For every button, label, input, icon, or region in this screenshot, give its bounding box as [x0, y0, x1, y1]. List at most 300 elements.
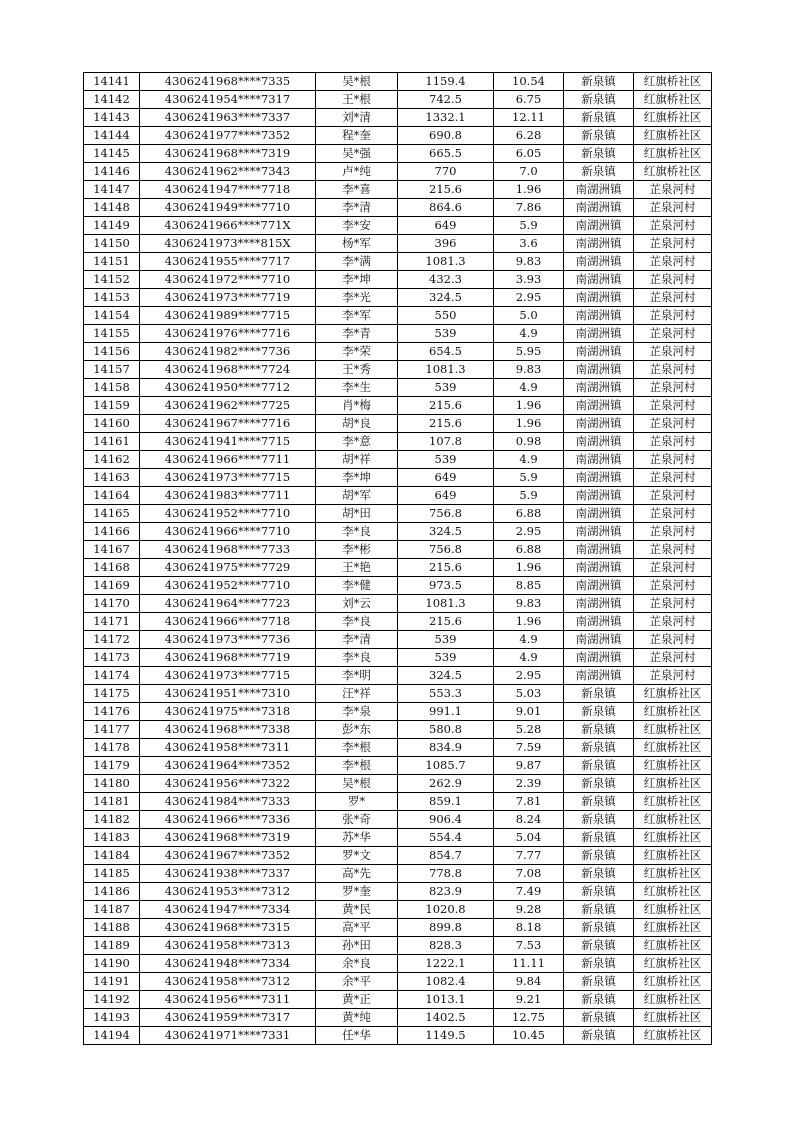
town-cell: 新泉镇: [564, 703, 634, 721]
town-cell: 南湖洲镇: [564, 649, 634, 667]
village-cell: 红旗桥社区: [634, 757, 712, 775]
table-row: [84, 973, 712, 991]
town-cell: 南湖洲镇: [564, 397, 634, 415]
area-cell: 7.77: [494, 847, 564, 865]
amount-cell: 539: [398, 649, 494, 667]
table-row: [84, 559, 712, 577]
serial-cell: 14194: [84, 1027, 140, 1045]
id-number-cell: 4306241947****7718: [140, 181, 316, 199]
area-cell: 4.9: [494, 451, 564, 469]
area-cell: 6.28: [494, 127, 564, 145]
serial-cell: 14193: [84, 1009, 140, 1027]
id-number-cell: 4306241968****7335: [140, 73, 316, 91]
amount-cell: 991.1: [398, 703, 494, 721]
town-cell: 新泉镇: [564, 145, 634, 163]
table-row: [84, 505, 712, 523]
area-cell: 8.24: [494, 811, 564, 829]
id-number-cell: 4306241948****7334: [140, 955, 316, 973]
town-cell: 新泉镇: [564, 739, 634, 757]
town-cell: 新泉镇: [564, 829, 634, 847]
town-cell: 南湖洲镇: [564, 505, 634, 523]
area-cell: 8.18: [494, 919, 564, 937]
name-cell: 罗*奎: [316, 883, 398, 901]
id-number-cell: 4306241954****7317: [140, 91, 316, 109]
name-cell: 高*平: [316, 919, 398, 937]
serial-cell: 14153: [84, 289, 140, 307]
table-row: [84, 937, 712, 955]
town-cell: 新泉镇: [564, 721, 634, 739]
amount-cell: 742.5: [398, 91, 494, 109]
name-cell: 彭*东: [316, 721, 398, 739]
area-cell: 10.54: [494, 73, 564, 91]
serial-cell: 14157: [84, 361, 140, 379]
town-cell: 南湖洲镇: [564, 451, 634, 469]
table-body: [84, 73, 712, 1045]
id-number-cell: 4306241956****7311: [140, 991, 316, 1009]
area-cell: 5.9: [494, 217, 564, 235]
id-number-cell: 4306241967****7716: [140, 415, 316, 433]
id-number-cell: 4306241968****7319: [140, 829, 316, 847]
name-cell: 胡*祥: [316, 451, 398, 469]
table-row: [84, 523, 712, 541]
name-cell: 刘*云: [316, 595, 398, 613]
table-row: [84, 199, 712, 217]
serial-cell: 14189: [84, 937, 140, 955]
table-row: [84, 91, 712, 109]
amount-cell: 864.6: [398, 199, 494, 217]
table-row: [84, 361, 712, 379]
id-number-cell: 4306241977****7352: [140, 127, 316, 145]
amount-cell: 324.5: [398, 289, 494, 307]
id-number-cell: 4306241963****7337: [140, 109, 316, 127]
name-cell: 黄*纯: [316, 1009, 398, 1027]
name-cell: 卢*纯: [316, 163, 398, 181]
id-number-cell: 4306241968****7724: [140, 361, 316, 379]
serial-cell: 14141: [84, 73, 140, 91]
serial-cell: 14191: [84, 973, 140, 991]
amount-cell: 1402.5: [398, 1009, 494, 1027]
area-cell: 8.85: [494, 577, 564, 595]
name-cell: 罗*文: [316, 847, 398, 865]
id-number-cell: 4306241989****7715: [140, 307, 316, 325]
serial-cell: 14150: [84, 235, 140, 253]
amount-cell: 1222.1: [398, 955, 494, 973]
amount-cell: 854.7: [398, 847, 494, 865]
area-cell: 1.96: [494, 559, 564, 577]
serial-cell: 14184: [84, 847, 140, 865]
amount-cell: 1013.1: [398, 991, 494, 1009]
area-cell: 1.96: [494, 613, 564, 631]
id-number-cell: 4306241968****7319: [140, 145, 316, 163]
town-cell: 南湖洲镇: [564, 235, 634, 253]
town-cell: 南湖洲镇: [564, 595, 634, 613]
village-cell: 红旗桥社区: [634, 1027, 712, 1045]
town-cell: 新泉镇: [564, 991, 634, 1009]
id-number-cell: 4306241968****7719: [140, 649, 316, 667]
table-row: [84, 73, 712, 91]
area-cell: 5.95: [494, 343, 564, 361]
area-cell: 5.0: [494, 307, 564, 325]
amount-cell: 649: [398, 217, 494, 235]
serial-cell: 14143: [84, 109, 140, 127]
area-cell: 4.9: [494, 379, 564, 397]
town-cell: 新泉镇: [564, 955, 634, 973]
table-row: [84, 289, 712, 307]
town-cell: 南湖洲镇: [564, 631, 634, 649]
table-row: [84, 721, 712, 739]
name-cell: 黄*正: [316, 991, 398, 1009]
id-number-cell: 4306241958****7311: [140, 739, 316, 757]
id-number-cell: 4306241966****7711: [140, 451, 316, 469]
name-cell: 李*良: [316, 649, 398, 667]
area-cell: 3.93: [494, 271, 564, 289]
id-number-cell: 4306241972****7710: [140, 271, 316, 289]
id-number-cell: 4306241976****7716: [140, 325, 316, 343]
table-row: [84, 343, 712, 361]
serial-cell: 14180: [84, 775, 140, 793]
serial-cell: 14151: [84, 253, 140, 271]
village-cell: 红旗桥社区: [634, 883, 712, 901]
serial-cell: 14165: [84, 505, 140, 523]
village-cell: 红旗桥社区: [634, 811, 712, 829]
area-cell: 12.75: [494, 1009, 564, 1027]
town-cell: 新泉镇: [564, 163, 634, 181]
id-number-cell: 4306241971****7331: [140, 1027, 316, 1045]
area-cell: 5.9: [494, 469, 564, 487]
village-cell: 红旗桥社区: [634, 685, 712, 703]
serial-cell: 14185: [84, 865, 140, 883]
village-cell: 芷泉河村: [634, 613, 712, 631]
town-cell: 新泉镇: [564, 127, 634, 145]
serial-cell: 14152: [84, 271, 140, 289]
id-number-cell: 4306241968****7733: [140, 541, 316, 559]
table-row: [84, 685, 712, 703]
table-row: [84, 127, 712, 145]
serial-cell: 14147: [84, 181, 140, 199]
id-number-cell: 4306241973****7715: [140, 667, 316, 685]
village-cell: 芷泉河村: [634, 631, 712, 649]
area-cell: 6.05: [494, 145, 564, 163]
serial-cell: 14163: [84, 469, 140, 487]
area-cell: 4.9: [494, 631, 564, 649]
id-number-cell: 4306241973****7715: [140, 469, 316, 487]
town-cell: 新泉镇: [564, 811, 634, 829]
town-cell: 南湖洲镇: [564, 487, 634, 505]
amount-cell: 324.5: [398, 667, 494, 685]
serial-cell: 14156: [84, 343, 140, 361]
table-row: [84, 217, 712, 235]
serial-cell: 14148: [84, 199, 140, 217]
town-cell: 南湖洲镇: [564, 307, 634, 325]
area-cell: 6.75: [494, 91, 564, 109]
table-row: [84, 487, 712, 505]
town-cell: 南湖洲镇: [564, 253, 634, 271]
amount-cell: 1085.7: [398, 757, 494, 775]
town-cell: 南湖洲镇: [564, 523, 634, 541]
town-cell: 新泉镇: [564, 883, 634, 901]
village-cell: 芷泉河村: [634, 649, 712, 667]
amount-cell: 690.8: [398, 127, 494, 145]
village-cell: 红旗桥社区: [634, 739, 712, 757]
village-cell: 红旗桥社区: [634, 919, 712, 937]
town-cell: 新泉镇: [564, 973, 634, 991]
town-cell: 南湖洲镇: [564, 559, 634, 577]
area-cell: 4.9: [494, 325, 564, 343]
name-cell: 李*荣: [316, 343, 398, 361]
name-cell: 杨*军: [316, 235, 398, 253]
area-cell: 5.28: [494, 721, 564, 739]
area-cell: 7.53: [494, 937, 564, 955]
name-cell: 李*意: [316, 433, 398, 451]
area-cell: 9.21: [494, 991, 564, 1009]
amount-cell: 1081.3: [398, 595, 494, 613]
serial-cell: 14170: [84, 595, 140, 613]
area-cell: 2.95: [494, 289, 564, 307]
village-cell: 红旗桥社区: [634, 109, 712, 127]
town-cell: 新泉镇: [564, 757, 634, 775]
name-cell: 吴*强: [316, 145, 398, 163]
serial-cell: 14145: [84, 145, 140, 163]
village-cell: 芷泉河村: [634, 217, 712, 235]
serial-cell: 14173: [84, 649, 140, 667]
town-cell: 新泉镇: [564, 109, 634, 127]
name-cell: 李*坤: [316, 271, 398, 289]
serial-cell: 14190: [84, 955, 140, 973]
serial-cell: 14149: [84, 217, 140, 235]
serial-cell: 14154: [84, 307, 140, 325]
village-cell: 红旗桥社区: [634, 73, 712, 91]
village-cell: 芷泉河村: [634, 667, 712, 685]
name-cell: 李*良: [316, 613, 398, 631]
area-cell: 2.95: [494, 667, 564, 685]
name-cell: 李*泉: [316, 703, 398, 721]
amount-cell: 215.6: [398, 613, 494, 631]
town-cell: 南湖洲镇: [564, 343, 634, 361]
amount-cell: 553.3: [398, 685, 494, 703]
area-cell: 7.0: [494, 163, 564, 181]
area-cell: 7.08: [494, 865, 564, 883]
village-cell: 红旗桥社区: [634, 1009, 712, 1027]
id-number-cell: 4306241973****7719: [140, 289, 316, 307]
table-row: [84, 235, 712, 253]
village-cell: 红旗桥社区: [634, 955, 712, 973]
id-number-cell: 4306241975****7729: [140, 559, 316, 577]
name-cell: 刘*清: [316, 109, 398, 127]
serial-cell: 14169: [84, 577, 140, 595]
village-cell: 红旗桥社区: [634, 901, 712, 919]
town-cell: 南湖洲镇: [564, 577, 634, 595]
table-row: [84, 847, 712, 865]
amount-cell: 1020.8: [398, 901, 494, 919]
name-cell: 黄*民: [316, 901, 398, 919]
town-cell: 南湖洲镇: [564, 361, 634, 379]
area-cell: 5.04: [494, 829, 564, 847]
area-cell: 7.59: [494, 739, 564, 757]
id-number-cell: 4306241955****7717: [140, 253, 316, 271]
table-row: [84, 1027, 712, 1045]
serial-cell: 14176: [84, 703, 140, 721]
id-number-cell: 4306241973****815X: [140, 235, 316, 253]
area-cell: 1.96: [494, 181, 564, 199]
table-row: [84, 469, 712, 487]
amount-cell: 823.9: [398, 883, 494, 901]
id-number-cell: 4306241964****7352: [140, 757, 316, 775]
area-cell: 2.95: [494, 523, 564, 541]
village-cell: 红旗桥社区: [634, 793, 712, 811]
name-cell: 李*清: [316, 199, 398, 217]
amount-cell: 215.6: [398, 397, 494, 415]
amount-cell: 649: [398, 487, 494, 505]
id-number-cell: 4306241975****7318: [140, 703, 316, 721]
name-cell: 李*军: [316, 307, 398, 325]
table-row: [84, 181, 712, 199]
amount-cell: 324.5: [398, 523, 494, 541]
serial-cell: 14181: [84, 793, 140, 811]
name-cell: 李*坤: [316, 469, 398, 487]
amount-cell: 539: [398, 379, 494, 397]
serial-cell: 14166: [84, 523, 140, 541]
serial-cell: 14188: [84, 919, 140, 937]
town-cell: 新泉镇: [564, 1027, 634, 1045]
table-row: [84, 1009, 712, 1027]
table-row: [84, 649, 712, 667]
amount-cell: 215.6: [398, 181, 494, 199]
amount-cell: 1082.4: [398, 973, 494, 991]
area-cell: 9.83: [494, 361, 564, 379]
village-cell: 芷泉河村: [634, 433, 712, 451]
village-cell: 芷泉河村: [634, 595, 712, 613]
table-row: [84, 865, 712, 883]
table-row: [84, 109, 712, 127]
table-row: [84, 955, 712, 973]
id-number-cell: 4306241947****7334: [140, 901, 316, 919]
town-cell: 新泉镇: [564, 793, 634, 811]
serial-cell: 14177: [84, 721, 140, 739]
table-row: [84, 163, 712, 181]
table-row: [84, 793, 712, 811]
village-cell: 芷泉河村: [634, 469, 712, 487]
amount-cell: 215.6: [398, 415, 494, 433]
area-cell: 4.9: [494, 649, 564, 667]
area-cell: 6.88: [494, 505, 564, 523]
name-cell: 李*根: [316, 739, 398, 757]
amount-cell: 262.9: [398, 775, 494, 793]
village-cell: 芷泉河村: [634, 577, 712, 595]
village-cell: 芷泉河村: [634, 361, 712, 379]
table-row: [84, 775, 712, 793]
amount-cell: 1081.3: [398, 361, 494, 379]
amount-cell: 550: [398, 307, 494, 325]
id-number-cell: 4306241962****7725: [140, 397, 316, 415]
table-row: [84, 631, 712, 649]
id-number-cell: 4306241959****7317: [140, 1009, 316, 1027]
village-cell: 红旗桥社区: [634, 145, 712, 163]
village-cell: 芷泉河村: [634, 235, 712, 253]
name-cell: 李*清: [316, 631, 398, 649]
name-cell: 李*光: [316, 289, 398, 307]
name-cell: 李*根: [316, 757, 398, 775]
name-cell: 王*根: [316, 91, 398, 109]
village-cell: 红旗桥社区: [634, 775, 712, 793]
amount-cell: 554.4: [398, 829, 494, 847]
town-cell: 南湖洲镇: [564, 415, 634, 433]
id-number-cell: 4306241967****7352: [140, 847, 316, 865]
town-cell: 新泉镇: [564, 685, 634, 703]
area-cell: 7.86: [494, 199, 564, 217]
village-cell: 芷泉河村: [634, 505, 712, 523]
town-cell: 新泉镇: [564, 73, 634, 91]
id-number-cell: 4306241958****7313: [140, 937, 316, 955]
amount-cell: 649: [398, 469, 494, 487]
area-cell: 9.83: [494, 253, 564, 271]
name-cell: 汪*祥: [316, 685, 398, 703]
data-table: [83, 72, 712, 1045]
name-cell: 吴*根: [316, 775, 398, 793]
serial-cell: 14168: [84, 559, 140, 577]
name-cell: 李*喜: [316, 181, 398, 199]
id-number-cell: 4306241968****7338: [140, 721, 316, 739]
town-cell: 新泉镇: [564, 901, 634, 919]
amount-cell: 899.8: [398, 919, 494, 937]
amount-cell: 973.5: [398, 577, 494, 595]
table-row: [84, 883, 712, 901]
amount-cell: 828.3: [398, 937, 494, 955]
table-row: [84, 919, 712, 937]
amount-cell: 770: [398, 163, 494, 181]
name-cell: 胡*军: [316, 487, 398, 505]
id-number-cell: 4306241966****771X: [140, 217, 316, 235]
name-cell: 王*艳: [316, 559, 398, 577]
village-cell: 芷泉河村: [634, 199, 712, 217]
table-row: [84, 325, 712, 343]
name-cell: 余*良: [316, 955, 398, 973]
table-row: [84, 307, 712, 325]
amount-cell: 432.3: [398, 271, 494, 289]
town-cell: 新泉镇: [564, 919, 634, 937]
town-cell: 南湖洲镇: [564, 541, 634, 559]
area-cell: 3.6: [494, 235, 564, 253]
village-cell: 芷泉河村: [634, 325, 712, 343]
area-cell: 5.03: [494, 685, 564, 703]
village-cell: 红旗桥社区: [634, 991, 712, 1009]
id-number-cell: 4306241952****7710: [140, 505, 316, 523]
id-number-cell: 4306241938****7337: [140, 865, 316, 883]
village-cell: 芷泉河村: [634, 181, 712, 199]
village-cell: 芷泉河村: [634, 271, 712, 289]
id-number-cell: 4306241962****7343: [140, 163, 316, 181]
amount-cell: 539: [398, 451, 494, 469]
serial-cell: 14178: [84, 739, 140, 757]
serial-cell: 14155: [84, 325, 140, 343]
name-cell: 李*明: [316, 667, 398, 685]
name-cell: 王*秀: [316, 361, 398, 379]
id-number-cell: 4306241964****7723: [140, 595, 316, 613]
name-cell: 肖*梅: [316, 397, 398, 415]
village-cell: 芷泉河村: [634, 379, 712, 397]
serial-cell: 14164: [84, 487, 140, 505]
village-cell: 红旗桥社区: [634, 847, 712, 865]
amount-cell: 1149.5: [398, 1027, 494, 1045]
town-cell: 新泉镇: [564, 847, 634, 865]
area-cell: 9.01: [494, 703, 564, 721]
town-cell: 南湖洲镇: [564, 667, 634, 685]
name-cell: 李*满: [316, 253, 398, 271]
name-cell: 吴*根: [316, 73, 398, 91]
table-row: [84, 829, 712, 847]
table-row: [84, 433, 712, 451]
amount-cell: 215.6: [398, 559, 494, 577]
town-cell: 南湖洲镇: [564, 613, 634, 631]
